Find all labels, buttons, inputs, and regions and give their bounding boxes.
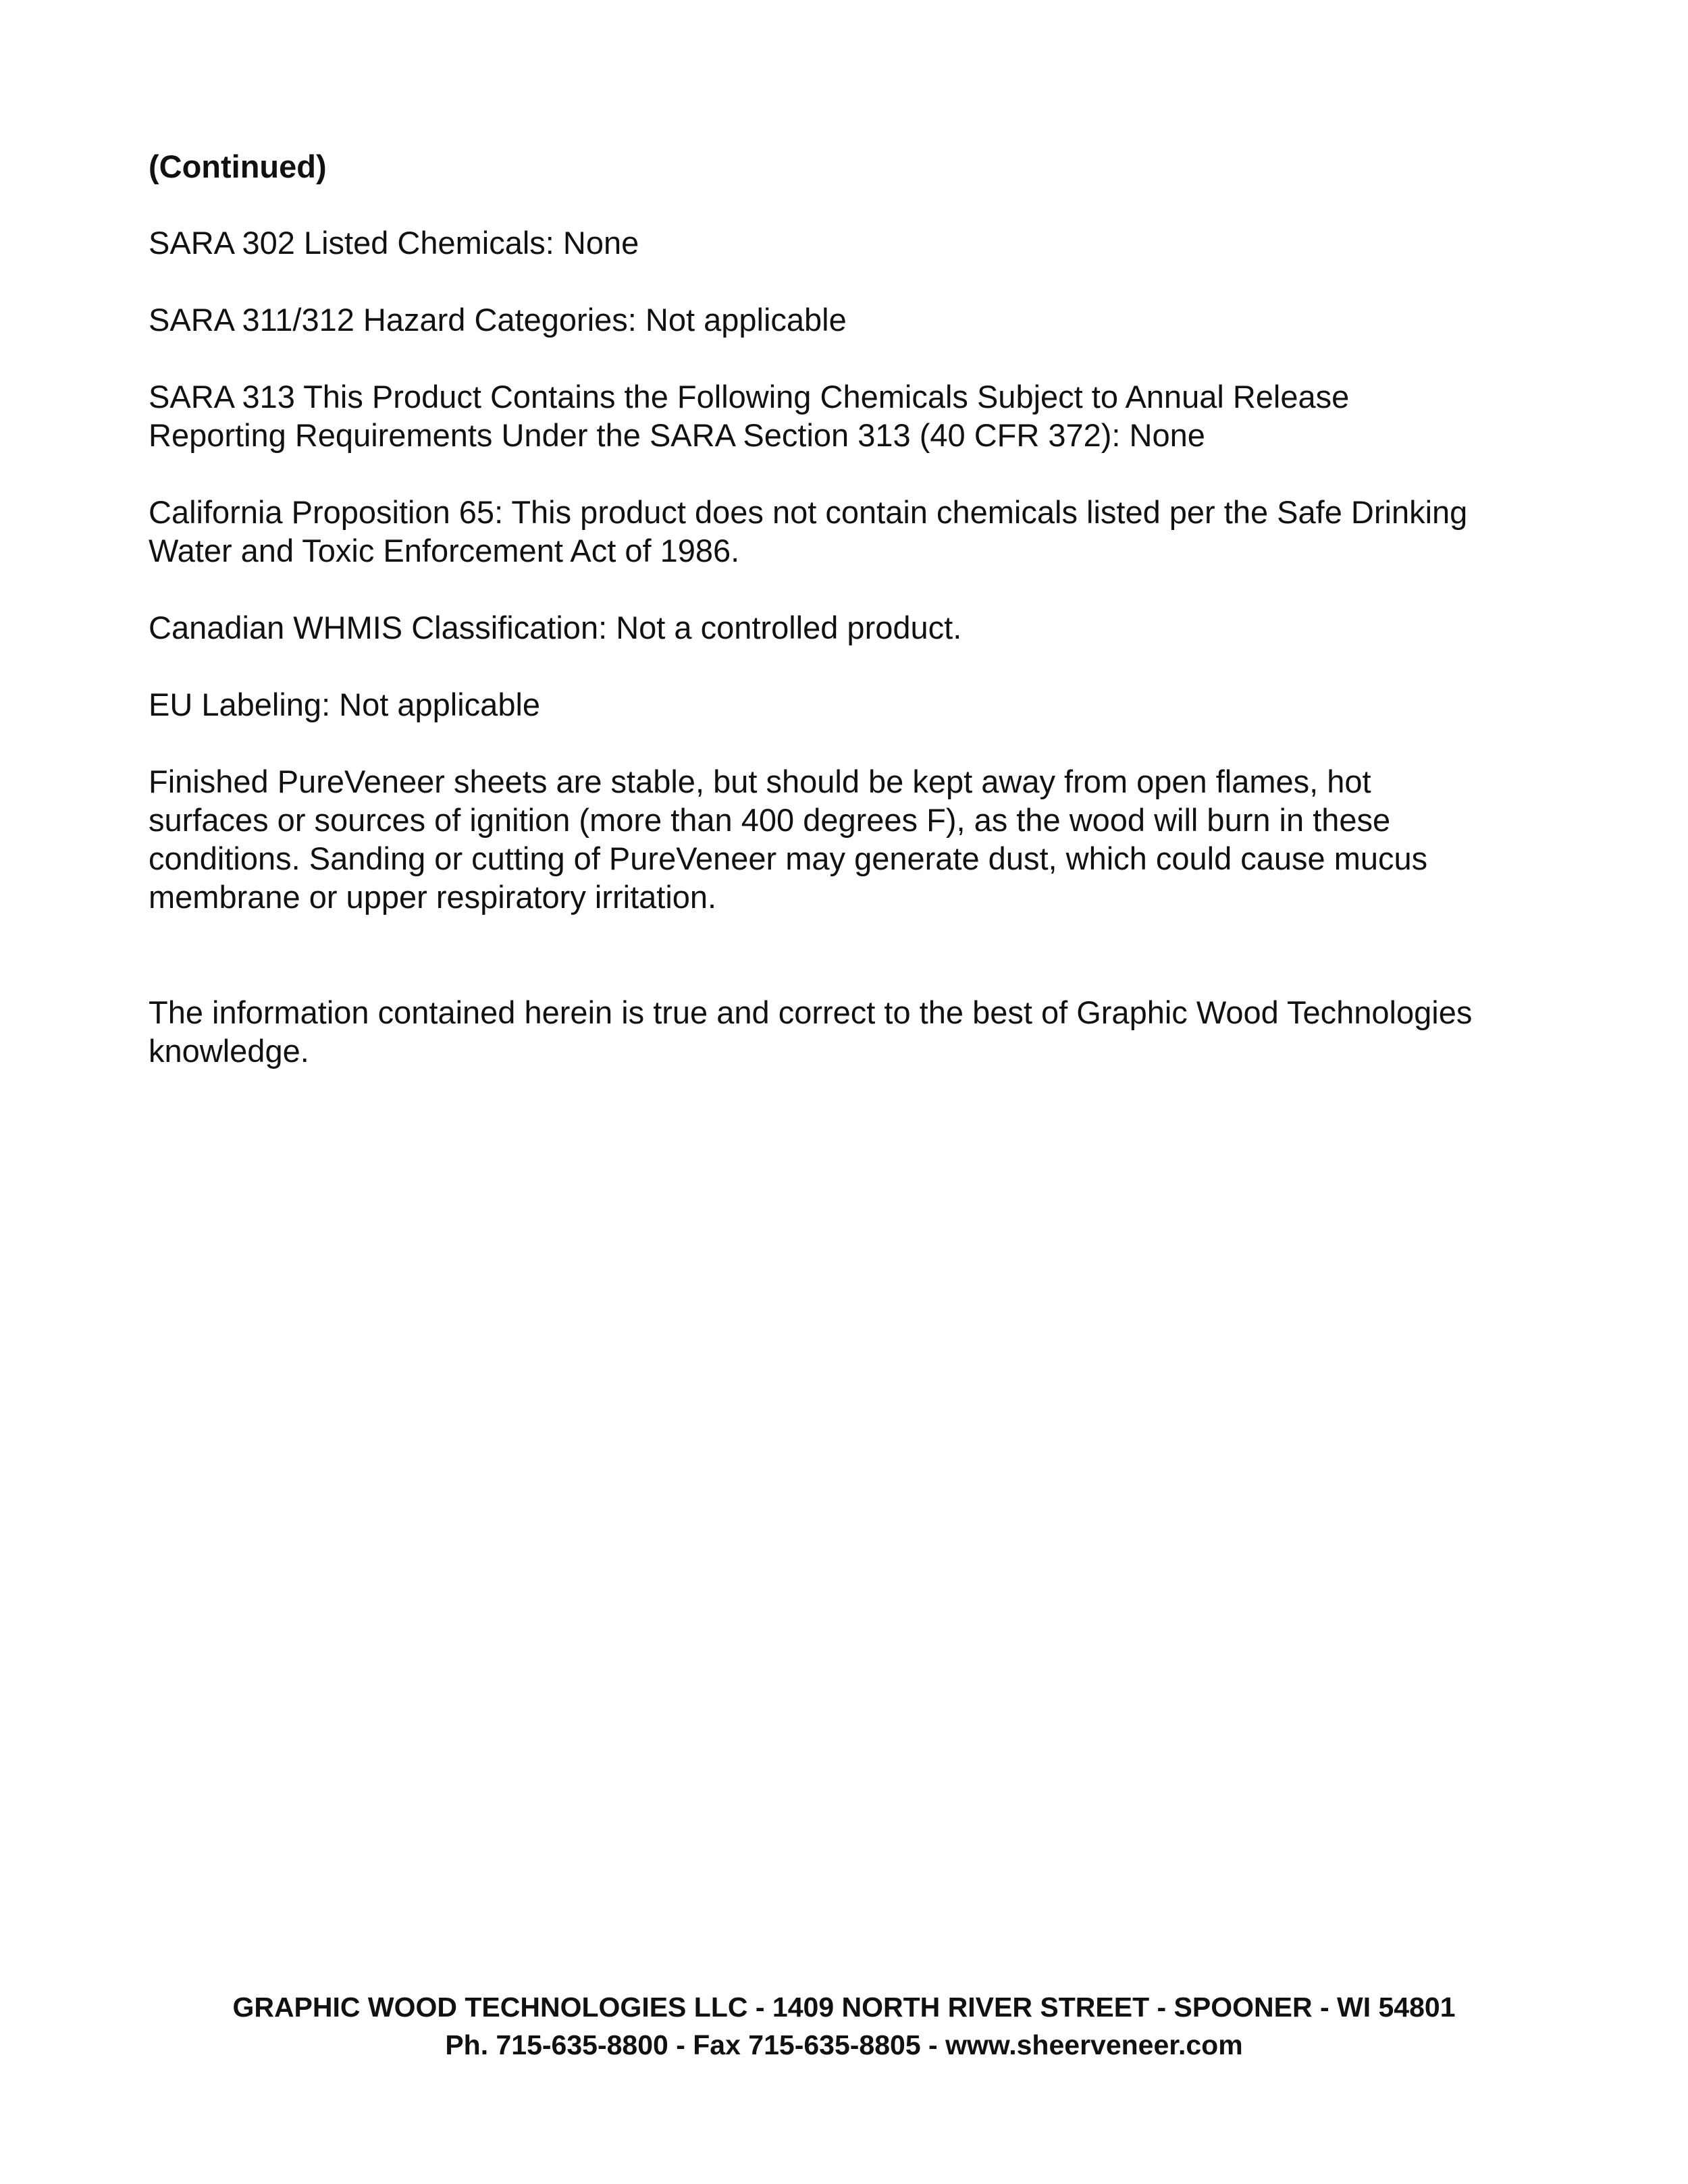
text-line: Water and Toxic Enforcement Act of 1986. <box>149 533 740 568</box>
eu-labeling-paragraph <box>149 685 1553 724</box>
sara-302-paragraph <box>149 223 1553 262</box>
text-line: knowledge. <box>149 1033 309 1069</box>
footer-contact: Ph. 715-635-8800 - Fax 715-635-8805 - www.sheerveneer.com <box>445 2029 1243 2060</box>
text-line: Canadian WHMIS Classification: Not a controlled product. <box>149 610 962 645</box>
footer-address: GRAPHIC WOOD TECHNOLOGIES LLC - 1409 NORTH RIVER STREET - SPOONER - WI 54801 <box>232 1992 1456 2023</box>
text-line: SARA 311/312 Hazard Categories: Not applicable <box>149 302 847 338</box>
text-line: conditions. Sanding or cutting of PureVeneer may generate dust, which could cause mucus <box>149 841 1428 876</box>
sara-311-312-paragraph <box>149 300 1553 339</box>
disclaimer-paragraph <box>149 993 1553 1070</box>
text-line: SARA 313 This Product Contains the Following Chemicals Subject to Annual Release <box>149 379 1350 415</box>
california-prop-65-paragraph <box>149 493 1553 570</box>
text-line: The information contained herein is true and correct to the best of Graphic Wood Technologies <box>149 994 1473 1030</box>
document-body <box>149 147 1553 1109</box>
sara-313-paragraph <box>149 377 1553 454</box>
text-line: EU Labeling: Not applicable <box>149 687 541 722</box>
whmis-paragraph <box>149 608 1553 647</box>
continued-heading: (Continued) <box>149 149 327 184</box>
text-line: SARA 302 Listed Chemicals: None <box>149 225 639 261</box>
text-line: surfaces or sources of ignition (more than 400 degrees F), as the wood will burn in these <box>149 802 1391 838</box>
company-footer <box>0 1988 1688 2064</box>
text-line: Finished PureVeneer sheets are stable, but should be kept away from open flames, hot <box>149 764 1371 799</box>
text-line: Reporting Requirements Under the SARA Section 313 (40 CFR 372): None <box>149 417 1205 453</box>
stability-paragraph <box>149 762 1553 916</box>
text-line: California Proposition 65: This product does not contain chemicals listed per the Safe Drinking <box>149 494 1468 530</box>
text-line: membrane or upper respiratory irritation. <box>149 879 717 915</box>
